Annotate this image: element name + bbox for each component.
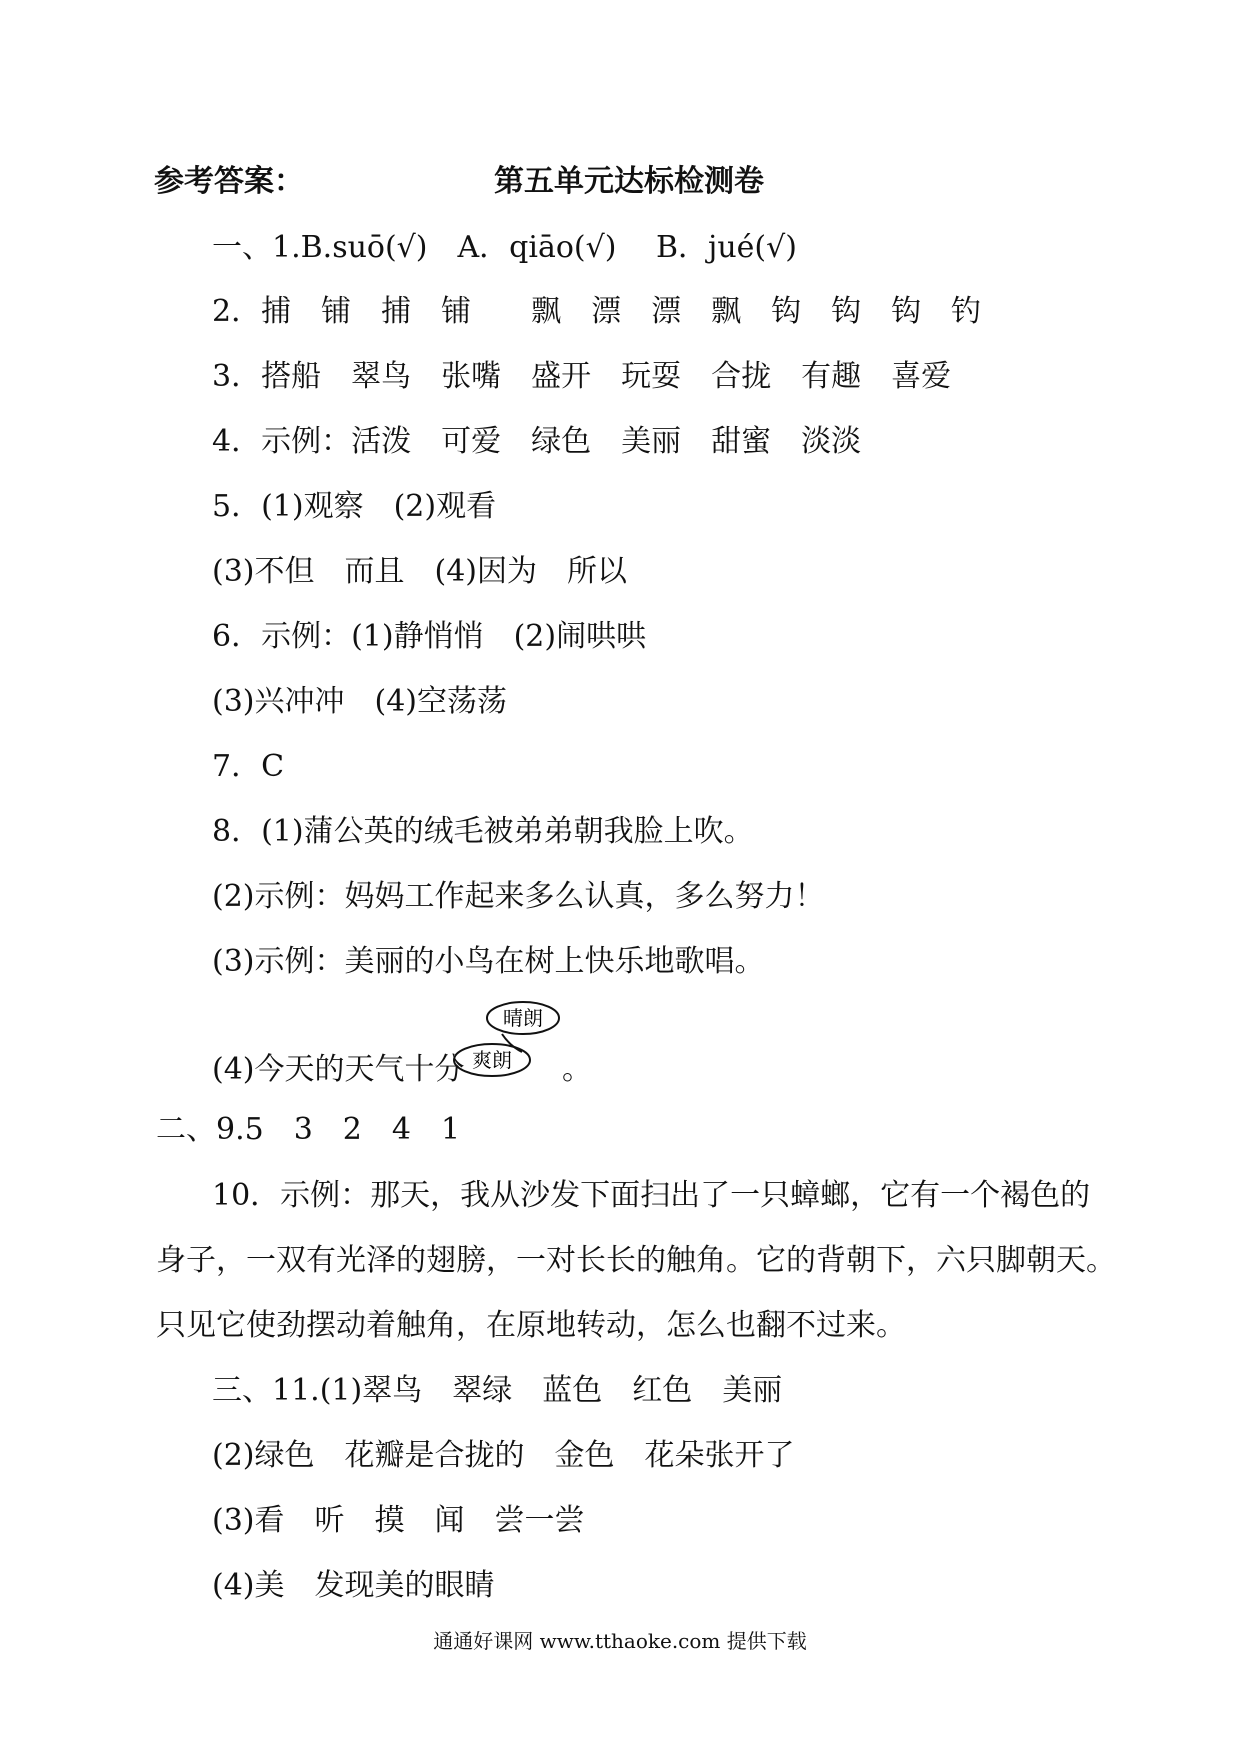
answer-line-8b: (2)示例：妈妈工作起来多么认真，多么努力！ <box>212 879 825 914</box>
bubble-word-bottom: 爽朗 <box>472 1048 512 1072</box>
paragraph-10-line-3: 只见它使劲摆动着触角，在原地转动，怎么也翻不过来。 <box>156 1308 906 1343</box>
bubble-word-top: 晴朗 <box>503 1006 543 1030</box>
answer-line-8d-suffix: 。 <box>562 1052 592 1087</box>
section-three-line-4: (4)美 发现美的眼睛 <box>212 1568 495 1603</box>
page-title: 第五单元达标检测卷 <box>494 164 764 199</box>
answer-line-1: 一、1.B.suō(√) A．qiāo(√) B．jué(√) <box>212 230 797 265</box>
footer-source: 通通好课网 www.tthaoke.com 提供下载 <box>433 1629 807 1653</box>
answer-line-8d-prefix: (4)今天的天气十分 <box>212 1052 465 1087</box>
answer-line-5b: (3)不但 而且 (4)因为 所以 <box>212 554 627 589</box>
section-two-line: 二、9.5 3 2 4 1 <box>156 1112 461 1147</box>
answer-line-5: 5．(1)观察 (2)观看 <box>212 489 497 524</box>
answer-line-4: 4．示例：活泼 可爱 绿色 美丽 甜蜜 淡淡 <box>212 424 862 459</box>
section-three-line-2: (2)绿色 花瓣是合拢的 金色 花朵张开了 <box>212 1438 795 1473</box>
answer-line-6b: (3)兴冲冲 (4)空荡荡 <box>212 684 507 719</box>
answer-line-8: 8．(1)蒲公英的绒毛被弟弟朝我脸上吹。 <box>212 814 754 849</box>
answer-line-3: 3．搭船 翠鸟 张嘴 盛开 玩耍 合拢 有趣 喜爱 <box>212 359 952 394</box>
paragraph-10-line-1: 10．示例：那天，我从沙发下面扫出了一只蟑螂，它有一个褐色的 <box>212 1178 1091 1213</box>
section-three-line-3: (3)看 听 摸 闻 尝一尝 <box>212 1503 585 1538</box>
answer-line-7: 7．C <box>212 749 285 784</box>
answers-label: 参考答案： <box>154 164 304 199</box>
answer-line-2: 2．捕 铺 捕 铺 飘 漂 漂 飘 钩 钩 钩 钓 <box>212 294 982 329</box>
section-three-line-1: 三、11.(1)翠鸟 翠绿 蓝色 红色 美丽 <box>212 1373 783 1408</box>
word-choice-bubbles <box>452 996 582 1092</box>
answer-line-8c: (3)示例：美丽的小鸟在树上快乐地歌唱。 <box>212 944 765 979</box>
answer-line-6: 6．示例：(1)静悄悄 (2)闹哄哄 <box>212 619 647 654</box>
paragraph-10-line-2: 身子，一双有光泽的翅膀，一对长长的触角。它的背朝下，六只脚朝天。 <box>156 1243 1116 1278</box>
